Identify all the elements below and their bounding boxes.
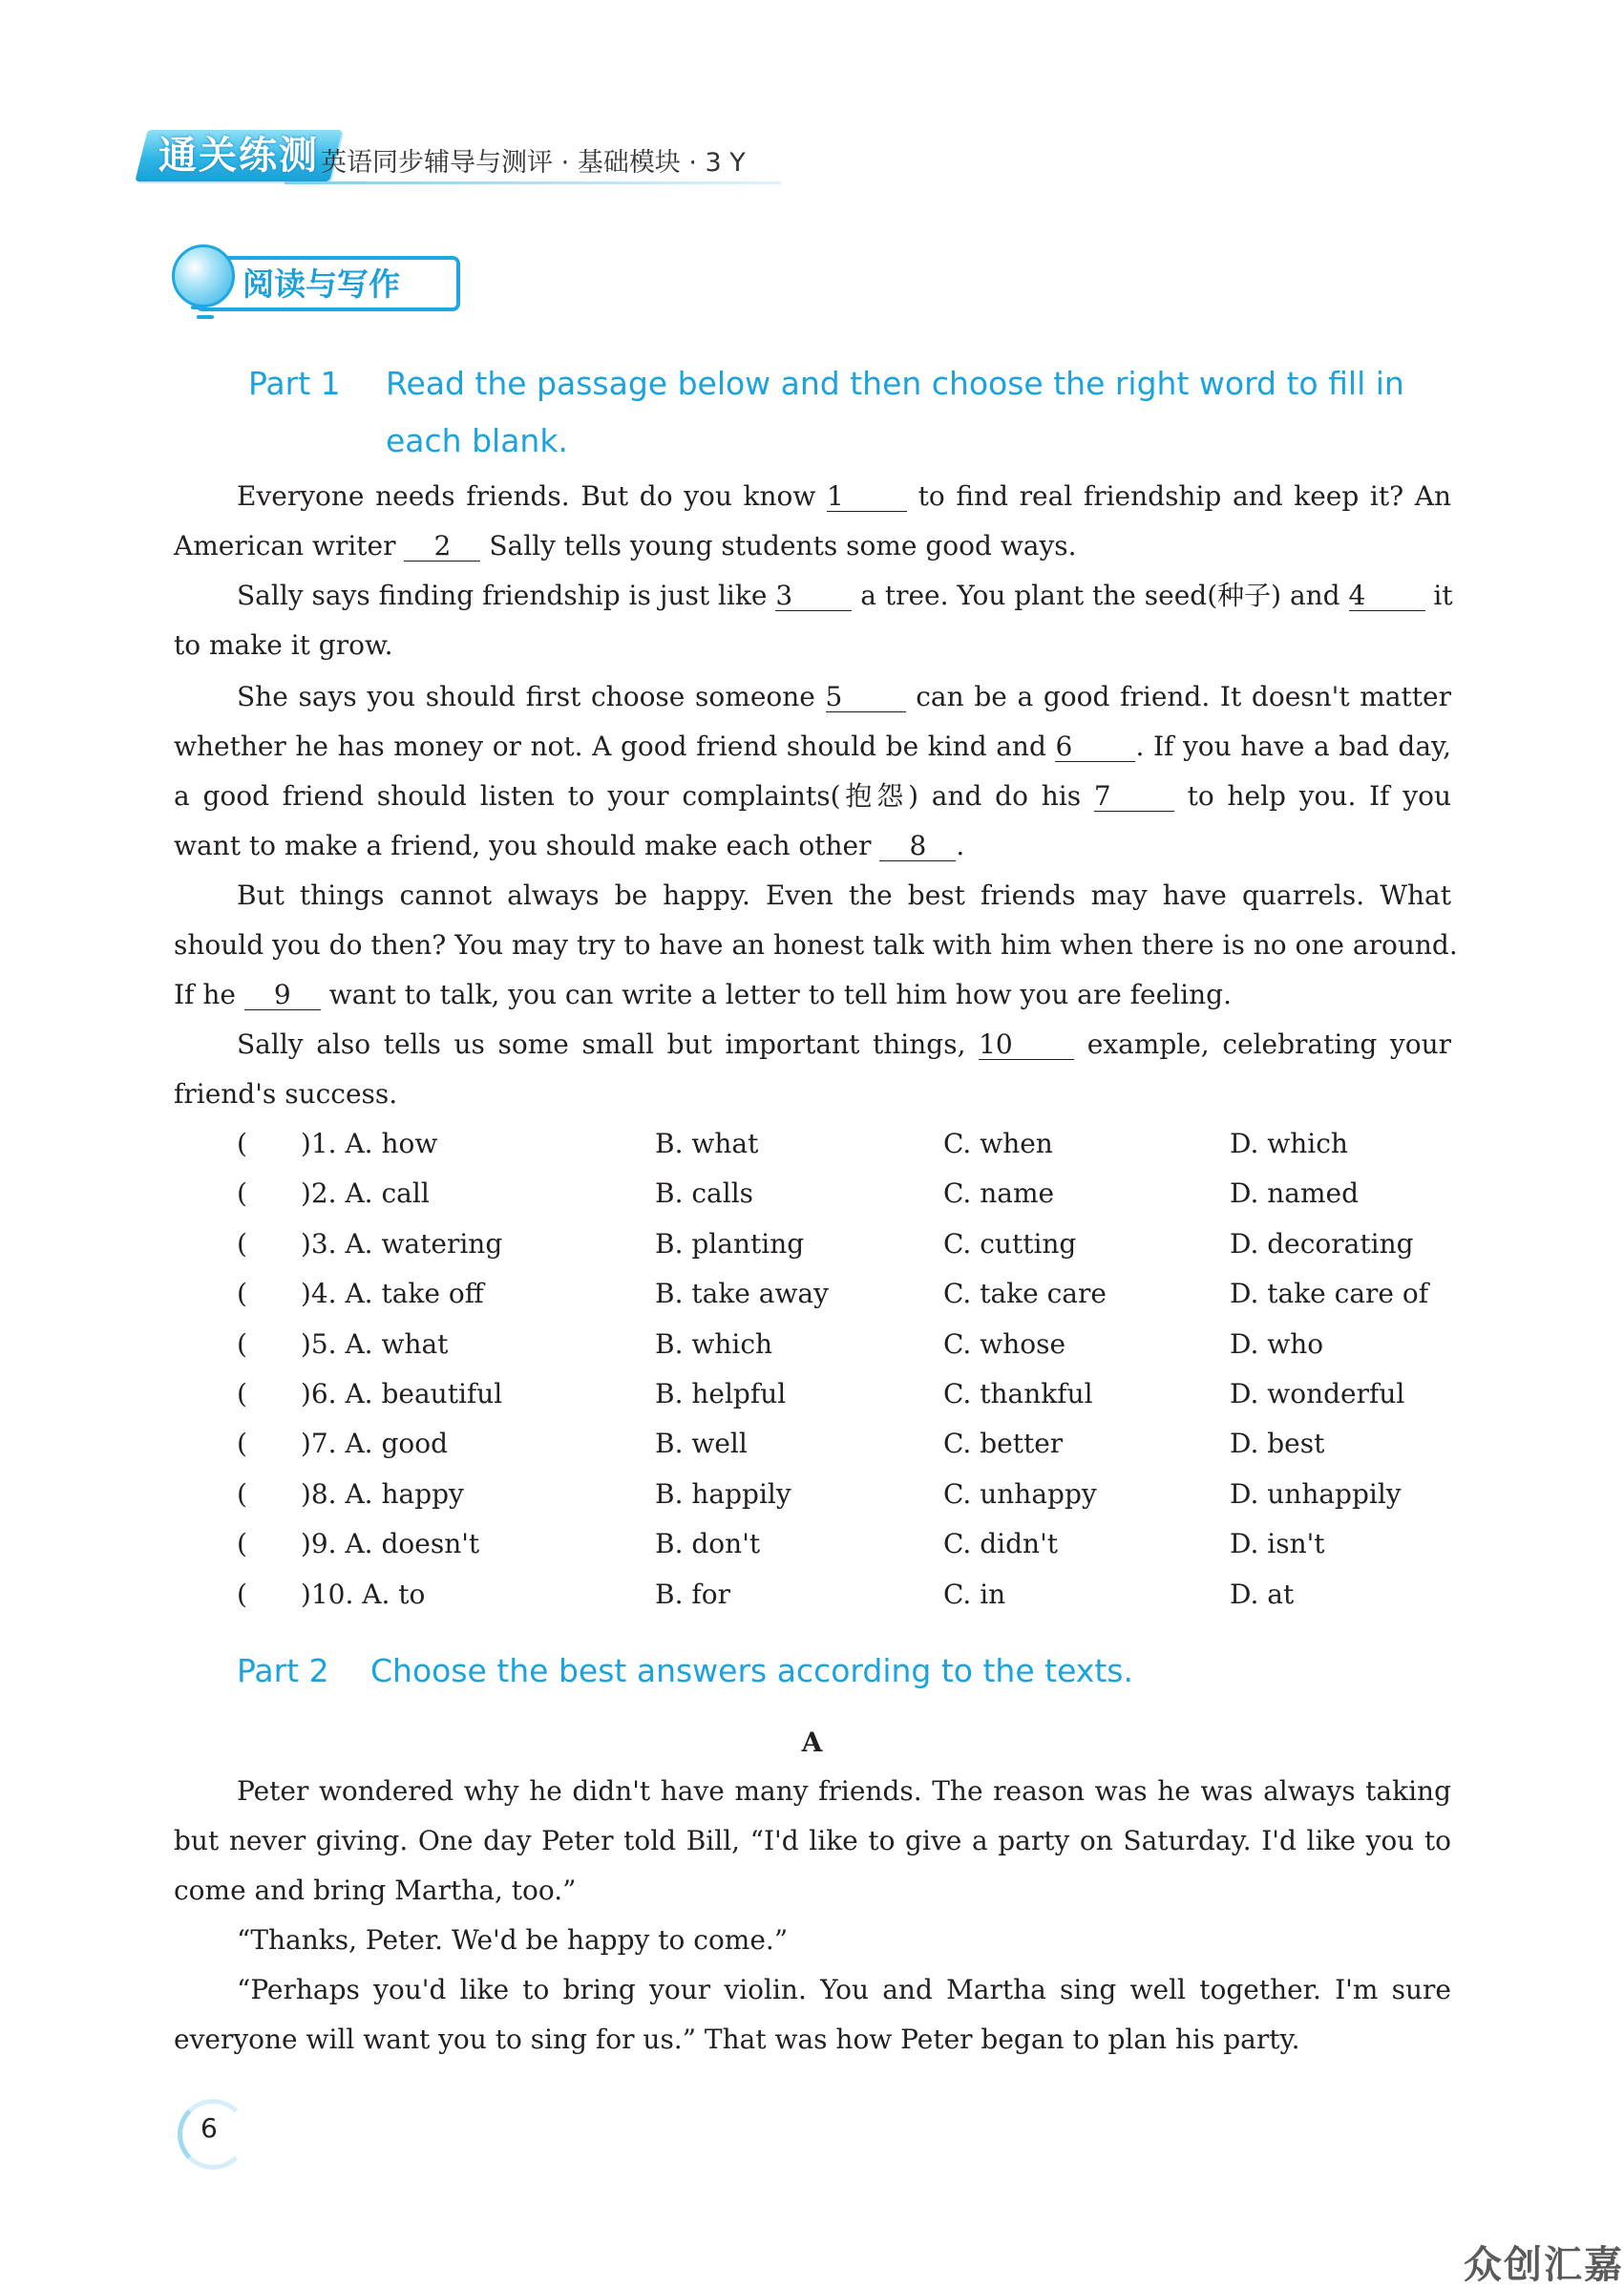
passage-line: everyone will want you to sing for us.” That was how Peter began to plan his party. <box>174 2024 1300 2055</box>
passage-line: Everyone needs friends. But do you know 1 to find real friendship and keep it? An <box>237 480 1451 512</box>
part2-label: Part 2 <box>237 1652 329 1689</box>
section-title: 阅读与写作 <box>243 265 400 303</box>
blank-5: 5 <box>826 683 906 712</box>
question-option-d: D. wonderful <box>1230 1378 1405 1409</box>
question-option-d: D. at <box>1230 1578 1295 1610</box>
book-subtitle: 英语同步辅导与测评 · 基础模块 · 3 Y <box>321 148 746 178</box>
question-option-a: ( )4. A. take off <box>237 1278 484 1310</box>
question-option-b: B. helpful <box>655 1378 787 1409</box>
question-option-a: ( )10. A. to <box>237 1578 426 1610</box>
question-option-b: B. for <box>655 1578 730 1610</box>
blank-4: 4 <box>1349 582 1425 611</box>
question-option-b: B. which <box>655 1327 773 1360</box>
blank-2: 2 <box>404 532 480 562</box>
question-option-c: C. thankful <box>943 1378 1093 1409</box>
page-header <box>141 130 771 185</box>
question-option-d: D. decorating <box>1230 1227 1414 1260</box>
blank-7: 7 <box>1094 782 1174 812</box>
passage-line: “Thanks, Peter. We'd be happy to come.” <box>237 1924 789 1956</box>
passage-line: American writer 2 Sally tells young students some good ways. <box>174 530 1077 562</box>
question-option-a: ( )2. A. call <box>237 1177 430 1210</box>
question-option-c: C. in <box>943 1578 1006 1610</box>
passage-line: friend's success. <box>174 1078 398 1110</box>
passage-line: come and bring Martha, too.” <box>174 1875 577 1906</box>
question-option-a: ( )5. A. what <box>237 1327 449 1360</box>
question-option-b: B. planting <box>655 1227 805 1260</box>
bulb-ray <box>197 315 214 319</box>
question-option-b: B. well <box>655 1428 748 1460</box>
question-option-c: C. take care <box>943 1278 1107 1310</box>
question-option-c: C. better <box>943 1428 1064 1460</box>
question-option-a: ( )7. A. good <box>237 1428 449 1460</box>
question-option-c: C. didn't <box>943 1528 1059 1560</box>
lightbulb-icon <box>172 244 235 307</box>
question-option-d: D. who <box>1230 1327 1324 1360</box>
page-number: 6 <box>200 2112 218 2144</box>
blank-9: 9 <box>244 981 321 1010</box>
blank-10: 10 <box>979 1030 1074 1060</box>
passage-line: Peter wondered why he didn't have many friends. The reason was he was always taking <box>237 1775 1451 1807</box>
part1-instruction-line1: Read the passage below and then choose the right word to fill in <box>386 365 1404 402</box>
question-option-d: D. take care of <box>1230 1278 1429 1310</box>
question-option-c: C. cutting <box>943 1227 1077 1260</box>
question-option-d: D. best <box>1230 1428 1325 1460</box>
passage-line: should you do then? You may try to have an honest talk with him when there is no one around. <box>174 929 1458 961</box>
passage-line: “Perhaps you'd like to bring your violin. You and Martha sing well together. I'm sure <box>237 1974 1451 2005</box>
part1-instruction-line2: each blank. <box>386 422 568 459</box>
question-option-a: ( )1. A. how <box>237 1128 438 1159</box>
question-option-c: C. whose <box>943 1327 1066 1360</box>
passage-line: She says you should first choose someone 5 can be a good friend. It doesn't matter <box>237 681 1451 712</box>
section-banner <box>172 239 458 325</box>
blank-1: 1 <box>827 482 907 512</box>
part2-instruction: Choose the best answers according to the texts. <box>370 1652 1133 1689</box>
question-option-a: ( )3. A. watering <box>237 1227 503 1260</box>
question-option-a: ( )9. A. doesn't <box>237 1528 480 1560</box>
passage-line: Sally also tells us some small but important things, 10 example, celebrating your <box>237 1028 1452 1060</box>
page-number-badge <box>178 2099 246 2168</box>
passage-line: want to make a friend, you should make each other 8 . <box>174 830 965 861</box>
blank-6: 6 <box>1055 732 1135 762</box>
question-option-b: B. calls <box>655 1177 754 1210</box>
passage-line: But things cannot always be happy. Even the best friends may have quarrels. What <box>237 880 1451 911</box>
question-option-c: C. name <box>943 1177 1055 1210</box>
question-option-d: D. which <box>1230 1128 1348 1159</box>
part1-label: Part 1 <box>248 365 341 402</box>
question-option-b: B. don't <box>655 1528 761 1560</box>
passage-a-heading: A <box>801 1727 823 1758</box>
question-option-d: D. isn't <box>1230 1528 1325 1560</box>
passage-line: whether he has money or not. A good friend should be kind and 6 . If you have a bad day, <box>174 731 1452 762</box>
passage-line: If he 9 want to talk, you can write a letter to tell him how you are feeling. <box>174 979 1232 1010</box>
question-option-a: ( )6. A. beautiful <box>237 1378 503 1409</box>
passage-line: but never giving. One day Peter told Bill, “I'd like to give a party on Saturday. I'd like you to <box>174 1825 1451 1856</box>
series-logo: 通关练测 <box>135 130 342 181</box>
header-rule <box>285 181 781 184</box>
watermark: 众创汇嘉 <box>1464 2243 1624 2287</box>
passage-line: Sally says finding friendship is just like 3 a tree. You plant the seed(种子) and 4 it <box>237 580 1453 611</box>
question-option-d: D. unhappily <box>1230 1477 1402 1510</box>
question-option-b: B. what <box>655 1128 759 1159</box>
question-option-c: C. unhappy <box>943 1477 1097 1510</box>
question-option-d: D. named <box>1230 1177 1360 1210</box>
blank-8: 8 <box>879 832 956 861</box>
question-option-c: C. when <box>943 1128 1053 1159</box>
blank-3: 3 <box>775 582 852 611</box>
question-option-a: ( )8. A. happy <box>237 1477 464 1510</box>
question-option-b: B. take away <box>655 1278 829 1310</box>
passage-line: a good friend should listen to your complaints(抱怨) and do his 7 to help you. If you <box>174 780 1451 812</box>
question-option-b: B. happily <box>655 1477 791 1510</box>
passage-line: to make it grow. <box>174 629 393 661</box>
